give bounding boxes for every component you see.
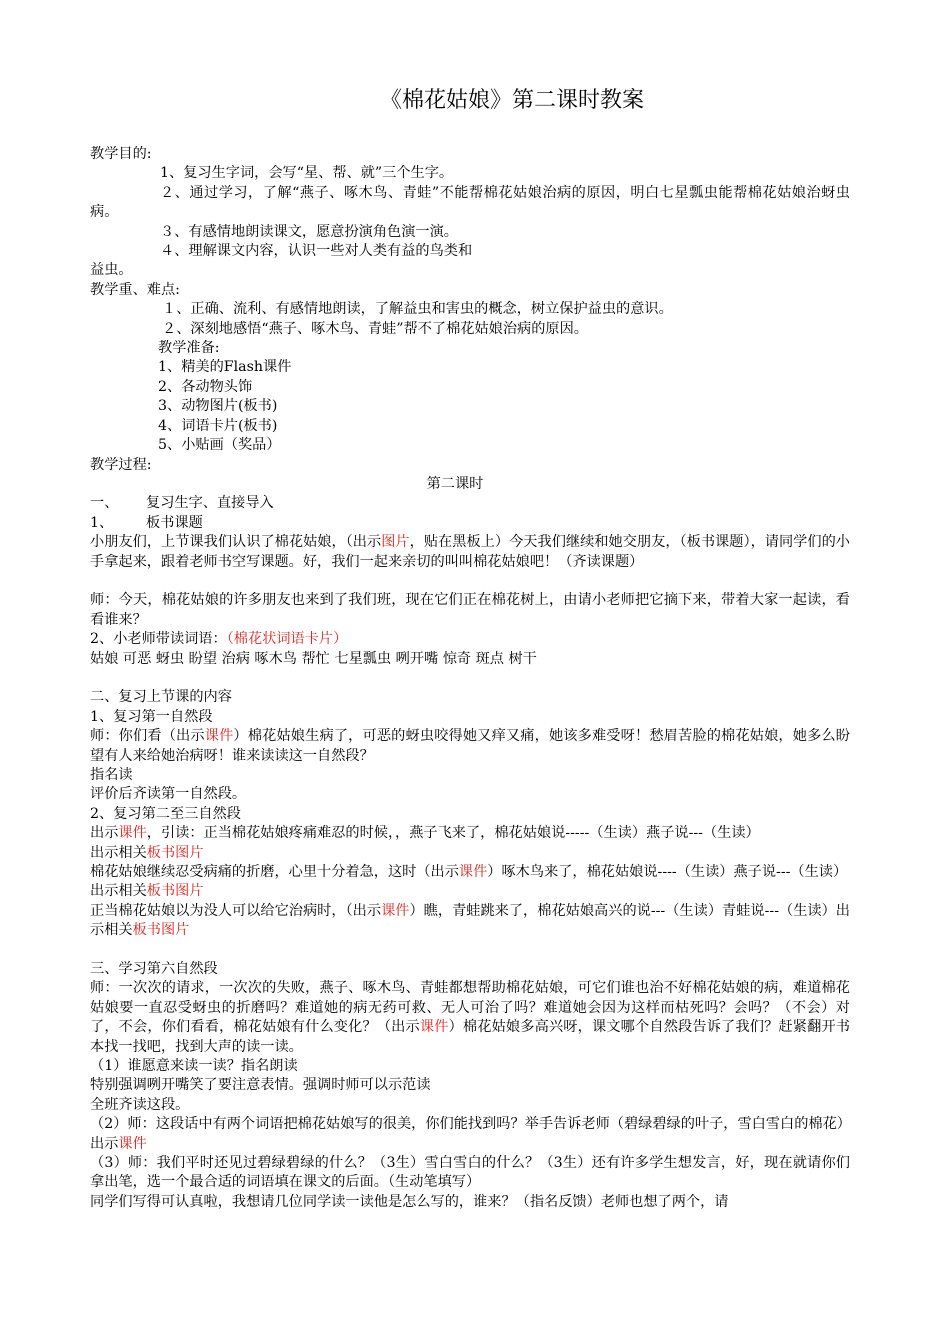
text-run: 小朋友们，上节课我们认识了棉花姑娘，（出示 <box>90 534 382 551</box>
blank-line <box>90 572 850 591</box>
subsection-heading: 1、复习第一自然段 <box>90 708 213 725</box>
highlight-text: 课件 <box>118 825 147 842</box>
key-points-heading: 教学重、难点: <box>90 281 180 298</box>
paragraph: 师：今天，棉花姑娘的许多朋友也来到了我们班，现在它们正在棉花树上，由请小老师把它摘下来，带着大家一起读，看看谁来？ <box>90 592 850 628</box>
paragraph: 特别强调咧开嘴笑了要注意表情。强调时师可以示范读 <box>90 1077 431 1094</box>
text-run: ）瞧，青蛙跳来了，棉花姑娘高兴的说---（生读）青蛙说---（生读）出示相关 <box>90 902 850 939</box>
paragraph: 同学们写得可认真啦，我想请几位同学读一读他是怎么写的，谁来？（指名反馈）老师也想了两个，请 <box>90 1193 729 1210</box>
text-run: ，引读：正当棉花姑娘疼痛难忍的时候，，燕子飞来了，棉花姑娘说-----（生读）燕子说---（生读） <box>146 825 760 842</box>
goals-heading: 教学目的: <box>90 146 152 162</box>
text-run: 棉花姑娘继续忍受病痛的折磨，心里十分着急，这时（出示 <box>90 864 459 880</box>
text-run: 正当棉花姑娘以为没人可以给它治病时，（出示 <box>90 902 382 919</box>
section-title: 复习生字、直接导入 <box>146 495 274 512</box>
goal-item: 益虫。 <box>90 262 133 279</box>
goal-item: ２、通过学习，了解“燕子、啄木鸟、青蛙”不能帮棉花姑娘治病的原因，明白七星瓢虫能帮棉花姑娘治蚜虫病。 <box>90 184 850 221</box>
section-number: 一、 <box>90 495 119 512</box>
paragraph <box>90 863 850 882</box>
paragraph <box>90 533 850 572</box>
paragraph: （1）谁愿意来读一读？指名朗读 <box>90 1058 298 1075</box>
paragraph: 全班齐读这段。 <box>90 1096 190 1113</box>
paragraph <box>90 979 850 1057</box>
highlight-text: 图片 <box>381 534 410 551</box>
text-run: 出示相关 <box>90 883 147 900</box>
highlight-text: 课件 <box>118 1135 147 1152</box>
text-run: 出示相关 <box>90 844 147 861</box>
text-run: 师：你们看（出示 <box>90 728 205 745</box>
paragraph <box>90 882 850 901</box>
subsection-title: 板书课题 <box>146 514 203 531</box>
paragraph <box>90 1135 850 1154</box>
highlight-text: 课件 <box>381 902 410 919</box>
paragraph <box>90 824 850 843</box>
highlight-text: 板书图片 <box>146 844 204 861</box>
prep-item: 5、小贴画（奖品） <box>158 437 281 454</box>
section-heading: 二、复习上节课的内容 <box>90 689 232 706</box>
text-run: 2、小老师带读词语： <box>90 631 227 648</box>
highlight-text: （棉花状词语卡片） <box>226 631 348 648</box>
highlight-text: 板书图片 <box>146 883 204 900</box>
highlight-text: 课件 <box>458 864 488 880</box>
highlight-text: 课件 <box>419 1019 449 1036</box>
text-run: ，贴在黑板上）今天我们继续和她交朋友，（板书课题），请同学们的小手拿起来，跟着老师书空写课题。好，我们一起来亲切的叫叫棉花姑娘吧！（齐读课题） <box>90 534 850 570</box>
document-body <box>90 145 850 1212</box>
goal-item: ３、有感情地朗读课文，愿意扮演角色演一演。 <box>160 223 458 240</box>
prep-item: 4、词语卡片(板书) <box>158 417 278 434</box>
lesson-label: 第二课时 <box>426 475 484 492</box>
subsection-heading: 2、复习第二至三自然段 <box>90 805 241 822</box>
section-heading <box>90 494 850 513</box>
prep-item: 3、动物图片(板书) <box>158 398 278 415</box>
paragraph <box>90 630 850 649</box>
text-run: 出示 <box>90 1135 119 1152</box>
paragraph: 指名读 <box>90 766 133 783</box>
blank-line <box>90 669 850 688</box>
paragraph: （3）师：我们平时还见过碧绿碧绿的什么？（3生）雪白雪白的什么？（3生）还有许多学生想发言，好，现在就请你们拿出笔，选一个最合适的词语填在课文的后面。（生动笔填写） <box>90 1155 850 1191</box>
paragraph <box>90 844 850 863</box>
subsection-heading <box>90 514 850 533</box>
goal-item: 1、复习生字词，会写“星、帮、就”三个生字。 <box>160 165 454 182</box>
subsection-number: 1、 <box>90 514 114 531</box>
page-title: 《棉花姑娘》第二课时教案 <box>380 88 645 113</box>
text-run: 师：一次次的请求，一次次的失败，燕子、啄木鸟、青蛙都想帮助棉花姑娘，可它们谁也治不好棉花姑娘的病，难道棉花姑娘要一直忍受蚜虫的折磨吗？难道她的病无药可救、无人可治了吗？难道她会因为这样而枯死吗？会吗？（不会）对了，不会，你们看看，棉花姑娘有什么变化？（出示 <box>90 980 850 1036</box>
paragraph: （2）师：这段话中有两个词语把棉花姑娘写的很美，你们能找到吗？举手告诉老师（碧绿碧绿的叶子，雪白雪白的棉花） <box>90 1116 851 1133</box>
prep-item: 2、各动物头饰 <box>158 378 253 395</box>
text-run: ）棉花姑娘生病了，可恶的蚜虫咬得她又痒又痛，她该多难受呀！愁眉苦脸的棉花姑娘，她多么盼望有人来给她治病呀！谁来读读这一自然段？ <box>90 728 850 764</box>
text-run: 出示 <box>90 825 119 842</box>
text-run: ）棉花姑娘多高兴呀，课文哪个自然段告诉了我们？赶紧翻开书本找一找吧，找到大声的读一读。 <box>90 1019 850 1055</box>
highlight-text: 课件 <box>204 728 234 745</box>
word-list: 姑娘 可恶 蚜虫 盼望 治病 啄木鸟 帮忙 七星瓢虫 咧开嘴 惊奇 斑点 树干 <box>90 650 537 667</box>
paragraph <box>90 727 850 766</box>
paragraph <box>90 902 850 941</box>
text-run: ）啄木鸟来了，棉花姑娘说----（生读）燕子说---（生读） <box>487 864 848 880</box>
key-point-item: １、正确、流利、有感情地朗读，了解益虫和害虫的概念，树立保护益虫的意识。 <box>162 301 673 318</box>
paragraph: 评价后齐读第一自然段。 <box>90 786 247 803</box>
prep-item: 1、精美的Flash课件 <box>158 359 292 376</box>
key-point-item: ２、深刻地感悟“燕子、啄木鸟、青蛙”帮不了棉花姑娘治病的原因。 <box>162 320 588 337</box>
goal-item: ４、理解课文内容，认识一些对人类有益的鸟类和 <box>160 243 473 260</box>
section-heading: 三、学习第六自然段 <box>90 961 218 978</box>
prep-heading: 教学准备: <box>158 340 220 357</box>
process-heading: 教学过程: <box>90 456 152 473</box>
highlight-text: 板书图片 <box>132 922 190 939</box>
blank-line <box>90 941 850 960</box>
